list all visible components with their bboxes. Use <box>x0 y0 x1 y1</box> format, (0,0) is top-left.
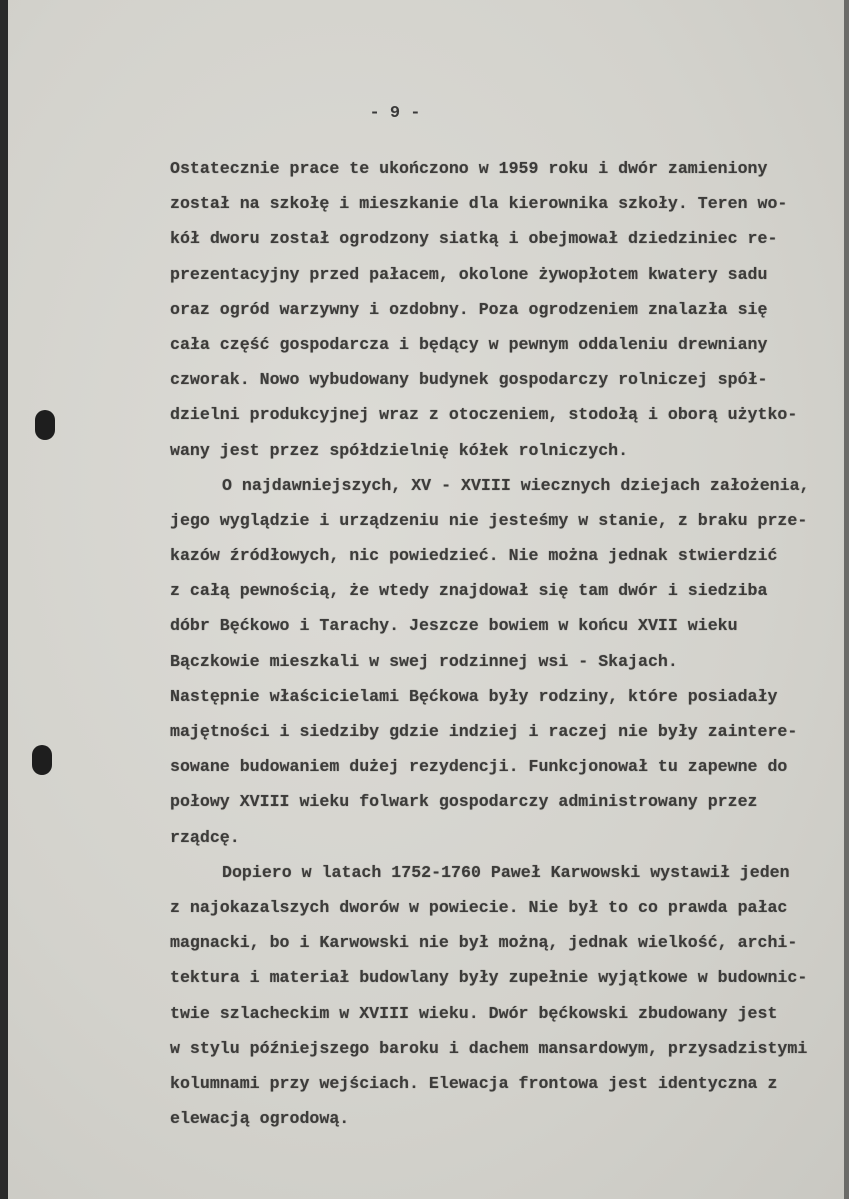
text-line: Ostatecznie prace te ukończono w 1959 roku i dwór zamieniony <box>170 159 768 178</box>
text-line: w stylu późniejszego baroku i dachem mansardowym, przysadzistymi <box>170 1038 808 1058</box>
text-line: twie szlacheckim w XVIII wieku. Dwór bęćkowski zbudowany jest <box>170 1003 778 1023</box>
text-line: Następnie właścicielami Bęćkowa były rodziny, które posiadały <box>170 686 778 706</box>
text-line: rządcę. <box>170 827 240 847</box>
punch-hole-bottom <box>32 745 52 775</box>
text-line: kazów źródłowych, nic powiedzieć. Nie można jednak stwierdzić <box>170 546 778 566</box>
text-line: Dopiero w latach 1752-1760 Paweł Karwowski wystawił jeden <box>222 862 790 882</box>
text-line: magnacki, bo i Karwowski nie był możną, jednak wielkość, archi- <box>170 933 798 953</box>
text-line: majętności i siedziby gdzie indziej i raczej nie były zaintere- <box>170 722 798 741</box>
text-line: elewacją ogrodową. <box>170 1109 350 1129</box>
text-line: oraz ogród warzywny i ozdobny. Poza ogrodzeniem znalazła się <box>170 299 768 319</box>
text-line: z całą pewnością, że wtedy znajdował się tam dwór i siedziba <box>170 581 768 601</box>
page-number: - 9 - <box>369 104 421 123</box>
text-line: dóbr Bęćkowo i Tarachy. Jeszcze bowiem w końcu XVII wieku <box>170 616 738 636</box>
text-line: z najokazalszych dworów w powiecie. Nie był to co prawda pałac <box>170 897 788 917</box>
text-line: czworak. Nowo wybudowany budynek gospodarczy rolniczej spół- <box>170 370 768 390</box>
text-line: wany jest przez spółdzielnię kółek rolniczych. <box>170 440 629 460</box>
text-line: jego wyglądzie i urządzeniu nie jesteśmy w stanie, z braku prze- <box>170 510 808 530</box>
punch-hole-top <box>35 410 55 440</box>
text-line: dzielni produkcyjnej wraz z otoczeniem, stodołą i oborą użytko- <box>170 405 798 425</box>
text-line: sowane budowaniem dużej rezydencji. Funkcjonował tu zapewne do <box>170 757 788 777</box>
text-line: połowy XVIII wieku folwark gospodarczy administrowany przez <box>170 792 758 812</box>
text-line: tektura i materiał budowlany były zupełnie wyjątkowe w budownic- <box>170 968 808 988</box>
text-line: kolumnami przy wejściach. Elewacja frontowa jest identyczna z <box>170 1073 778 1093</box>
text-line: został na szkołę i mieszkanie dla kierownika szkoły. Teren wo- <box>170 194 788 214</box>
text-line: O najdawniejszych, XV - XVIII wiecznych dziejach założenia, <box>222 475 810 495</box>
document-body <box>170 151 849 1136</box>
text-line: prezentacyjny przed pałacem, okolone żywopłotem kwatery sadu <box>170 264 768 284</box>
text-line: Bączkowie mieszkali w swej rodzinnej wsi - Skajach. <box>170 651 678 671</box>
text-line: kół dworu został ogrodzony siatką i obejmował dziedziniec re- <box>170 229 778 249</box>
text-line: cała część gospodarcza i będący w pewnym oddaleniu drewniany <box>170 334 768 354</box>
